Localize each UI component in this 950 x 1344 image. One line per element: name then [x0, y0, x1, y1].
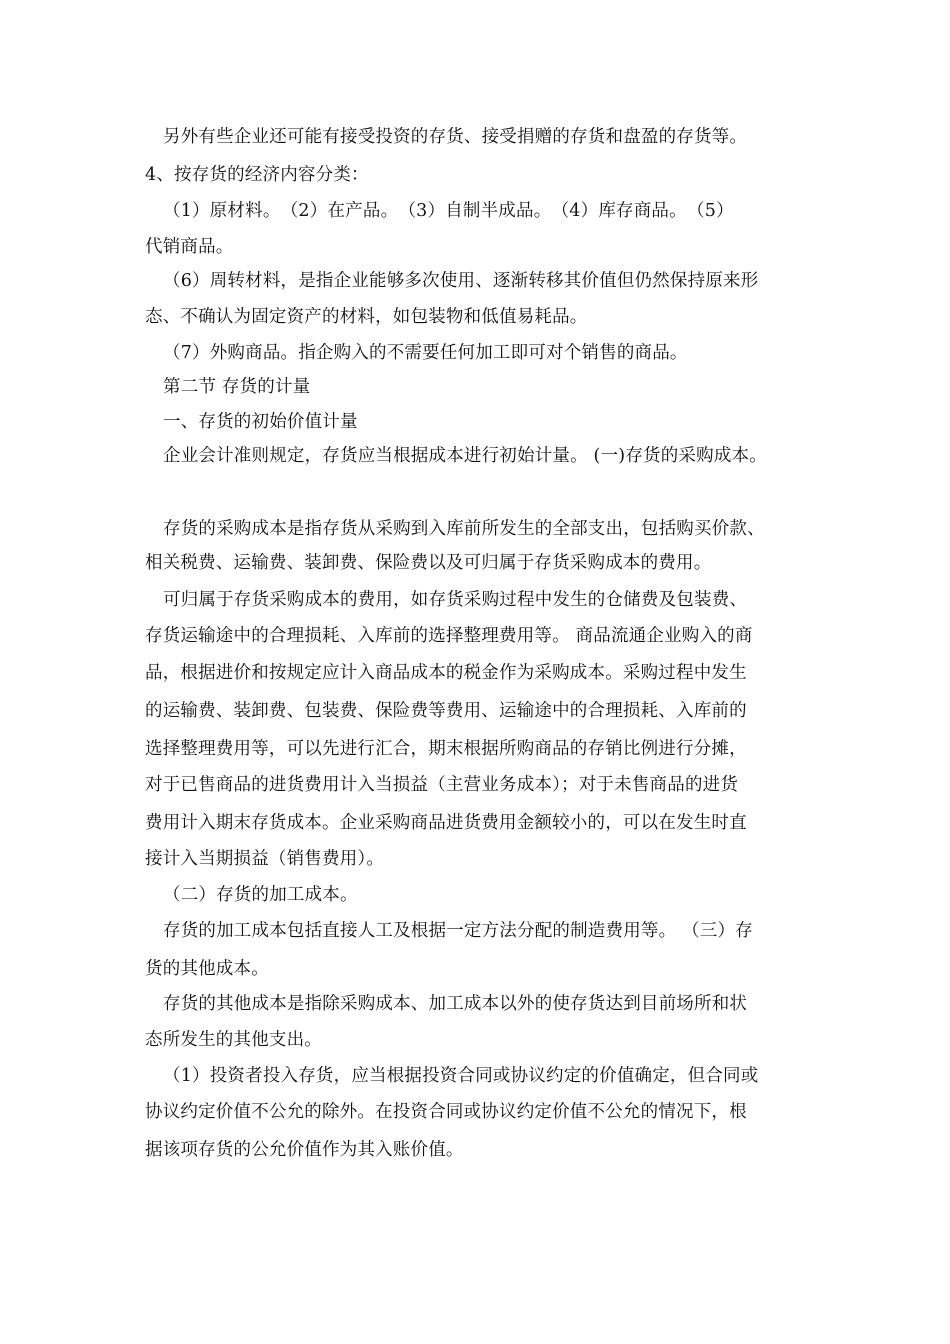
- paragraph-line: （6）周转材料，是指企业能够多次使用、逐渐转移其价值但仍然保持原来形: [163, 271, 759, 291]
- paragraph-line: 协议约定价值不公允的除外。在投资合同或协议约定价值不公允的情况下，根: [145, 1102, 747, 1122]
- chapter-heading: 第二节 存货的计量: [163, 377, 311, 397]
- paragraph-line: 对于已售商品的进货费用计入当损益（主营业务成本）；对于未售商品的进货: [145, 775, 739, 795]
- paragraph-line: 存货的加工成本包括直接人工及根据一定方法分配的制造费用等。 （三）存: [163, 921, 753, 941]
- paragraph-line: 费用计入期末存货成本。企业采购商品进货费用金额较小的，可以在发生时直: [145, 813, 747, 833]
- section-heading: 一、存货的初始价值计量: [163, 412, 358, 432]
- section-heading: 4、按存货的经济内容分类：: [145, 165, 369, 185]
- section-heading: （二）存货的加工成本。: [163, 885, 358, 905]
- paragraph-line: 的运输费、装卸费、包装费、保险费等费用、运输途中的合理损耗、入库前的: [145, 701, 747, 721]
- paragraph-line: （7）外购商品。指企购入的不需要任何加工即可对个销售的商品。: [163, 343, 688, 363]
- paragraph-line: 据该项存货的公允价值作为其入账价值。: [145, 1140, 464, 1160]
- paragraph-line: 可归属于存货采购成本的费用，如存货采购过程中发生的仓储费及包装费、: [163, 590, 748, 610]
- paragraph-line: 企业会计准则规定，存货应当根据成本进行初始计量。 (一)存货的采购成本。: [163, 446, 767, 466]
- paragraph-line: 存货的其他成本是指除采购成本、加工成本以外的使存货达到目前场所和状: [163, 994, 748, 1014]
- paragraph-line: （1）原材料。 （2）在产品。 （3）自制半成品。 （4）库存商品。 （5）: [163, 201, 734, 221]
- paragraph-line: 相关税费、运输费、装卸费、保险费以及可归属于存货采购成本的费用。: [145, 553, 712, 573]
- paragraph-line: 存货的采购成本是指存货从采购到入库前所发生的全部支出，包括购买价款、: [163, 519, 765, 539]
- paragraph-line: 存货运输途中的合理损耗、入库前的选择整理费用等。 商品流通企业购入的商: [145, 626, 753, 646]
- paragraph-line: 货的其他成本。: [145, 959, 269, 979]
- paragraph-line: （1）投资者投入存货，应当根据投资合同或协议约定的价值确定，但合同或: [163, 1066, 759, 1086]
- paragraph-line: 接计入当期损益（销售费用）。: [145, 849, 385, 869]
- paragraph-line: 选择整理费用等，可以先进行汇合，期末根据所购商品的存销比例进行分摊，: [145, 739, 747, 759]
- paragraph-line: 另外有些企业还可能有接受投资的存货、接受捐赠的存货和盘盈的存货等。: [163, 127, 748, 147]
- paragraph-line: 态所发生的其他支出。: [145, 1030, 322, 1050]
- paragraph-line: 代销商品。: [145, 237, 234, 257]
- paragraph-line: 品，根据进价和按规定应计入商品成本的税金作为采购成本。采购过程中发生: [145, 663, 747, 683]
- paragraph-line: 态、不确认为固定资产的材料，如包装物和低值易耗品。: [145, 307, 588, 327]
